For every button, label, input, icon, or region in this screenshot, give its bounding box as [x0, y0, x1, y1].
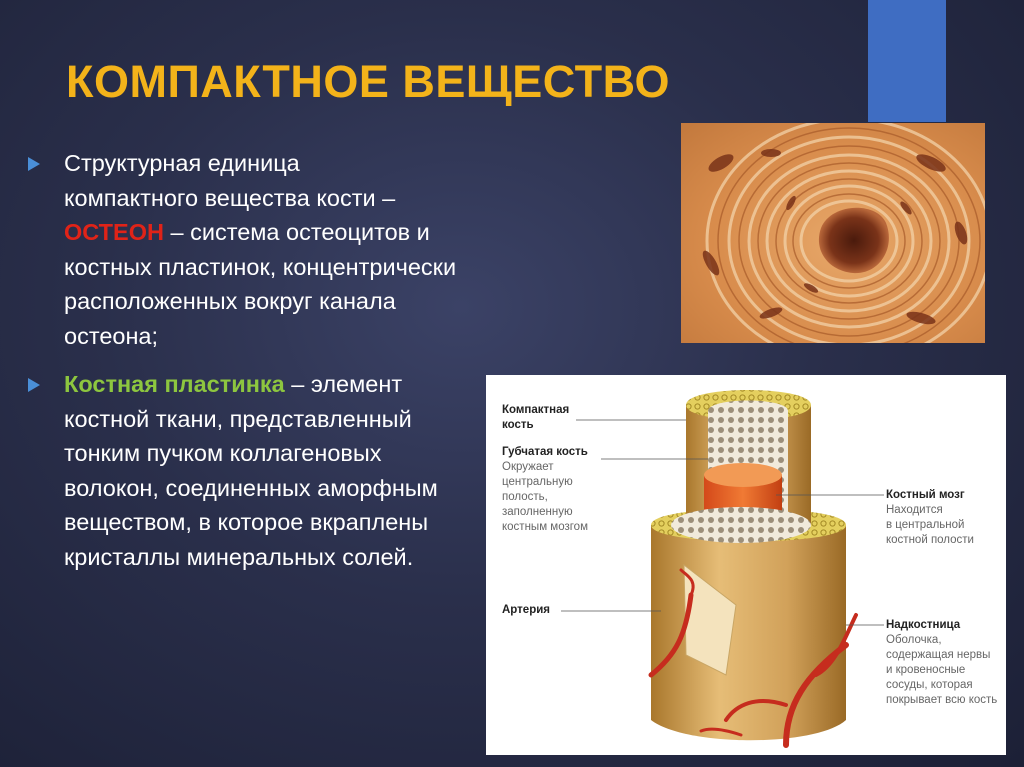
label-marrow-desc2: в центральной — [886, 519, 965, 531]
bullet-osteon-line1: Структурная единица — [64, 150, 300, 176]
bullet-list — [22, 146, 482, 574]
label-periosteum — [886, 618, 997, 708]
label-periosteum-desc4: сосуды, которая — [886, 679, 973, 691]
slide-title: КОМПАКТНОЕ ВЕЩЕСТВО — [66, 56, 671, 107]
bone-plate-term: Костная пластинка — [64, 371, 285, 397]
bullet-osteon-rest: остеоцитов и костных пластинок, концентрически расположенных вокруг канала остеона; — [64, 219, 457, 349]
label-periosteum-title: Надкостница — [886, 619, 961, 631]
bone-diagram-panel — [486, 375, 1006, 755]
osteon-micrograph-image — [681, 123, 985, 343]
label-artery: Артерия — [502, 604, 551, 616]
label-periosteum-desc3: и кровеносные — [886, 664, 966, 676]
label-spongy-desc5: костным мозгом — [502, 521, 588, 533]
bullet-bone-plate — [22, 367, 482, 574]
bullet-osteon — [22, 146, 482, 353]
label-periosteum-desc5: покрывает всю кость — [886, 694, 998, 706]
label-compact-line2: кость — [502, 419, 534, 431]
label-spongy-desc4: заполненную — [502, 506, 573, 518]
label-bone-marrow — [886, 488, 974, 548]
bullet-plate-rest: элемент костной ткани, представленный тонким пучком коллагеновых волокон, соединенных аморфным веществом, в которое вкраплены кристаллы минеральных солей. — [64, 371, 438, 570]
label-marrow-desc1: Находится — [886, 504, 943, 516]
label-spongy-desc2: центральную — [502, 476, 573, 488]
bullet-osteon-after-term: – система — [163, 219, 280, 245]
accent-bar — [868, 0, 946, 122]
label-periosteum-desc1: Оболочка, — [886, 634, 942, 646]
label-spongy-desc3: полость, — [502, 491, 548, 503]
osteon-term: ОСТЕОН — [64, 219, 164, 245]
label-marrow-title: Костный мозг — [886, 489, 965, 501]
label-periosteum-desc2: содержащая нервы — [886, 649, 991, 661]
label-spongy-bone — [502, 445, 588, 535]
label-marrow-desc3: костной полости — [886, 534, 974, 546]
label-compact-line1: Компактная — [502, 404, 570, 416]
label-compact-bone — [502, 403, 569, 433]
label-spongy-desc1: Окружает — [502, 461, 554, 473]
bullet-osteon-line2: компактного вещества кости – — [64, 184, 396, 211]
triangle-bullet-icon — [28, 157, 40, 171]
bullet-plate-after-term: – — [284, 371, 305, 397]
triangle-bullet-icon — [28, 378, 40, 392]
label-spongy-title: Губчатая кость — [502, 446, 588, 458]
